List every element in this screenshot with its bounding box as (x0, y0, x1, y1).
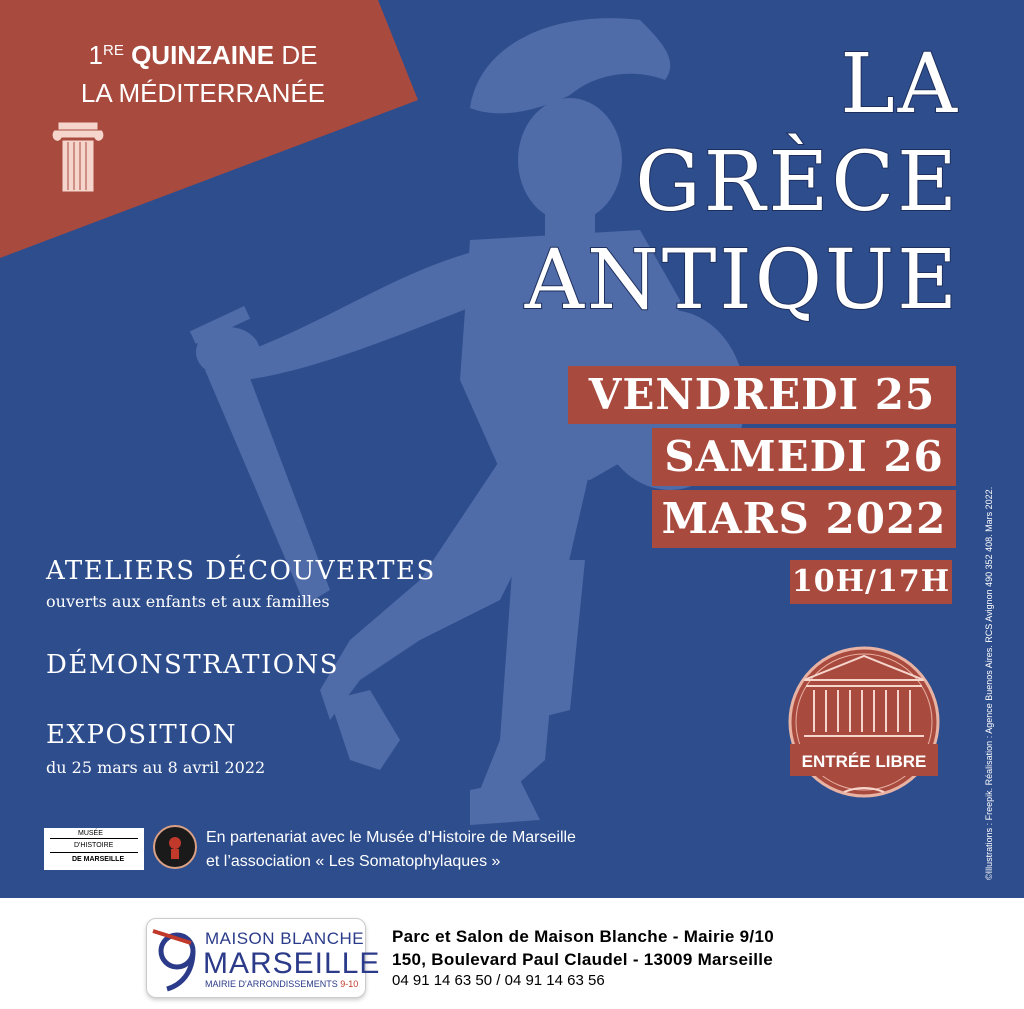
activity-ateliers-sub: ouverts aux enfants et aux familles (46, 592, 330, 611)
entree-libre-badge (784, 634, 944, 810)
warrior-helmet-icon (155, 827, 195, 867)
hours-label: 10H/17H (790, 560, 952, 604)
date-line3: MARS 2022 (652, 490, 956, 548)
title-line1: LA (840, 37, 960, 132)
entree-libre-label: ENTRÉE LIBRE (801, 752, 927, 771)
activity-demonstrations: DÉMONSTRATIONS (46, 650, 340, 680)
partner-text: En partenariat avec le Musée d’Histoire de Marseille et l’association « Les Somatophylaques » (206, 829, 576, 870)
title-line2: GRÈCE (635, 135, 960, 230)
activity-ateliers: ATELIERS DÉCOUVERTES (46, 556, 436, 586)
activity-exposition: EXPOSITION (46, 720, 238, 750)
credits-text: ©Illustrations : Freepik. Réalisation : Agence Buenos Aires. RCS Avignon 490 352 408. Mars 2022. (984, 486, 994, 880)
phone-numbers: 04 91 14 63 50 / 04 91 14 63 56 (392, 972, 605, 989)
somatophylaques-logo (153, 825, 197, 869)
musee-histoire-logo: MUSÉE D'HISTOIRE DE MARSEILLE (44, 828, 144, 870)
mairie-9-10-icon (151, 923, 201, 993)
date-line2: SAMEDI 26 (652, 428, 956, 486)
title-line3: ANTIQUE (524, 233, 960, 328)
activity-exposition-sub: du 25 mars au 8 avril 2022 (46, 758, 266, 777)
address-line2: 150, Boulevard Paul Claudel - 13009 Marseille (392, 950, 774, 969)
maison-blanche-logo: MAISON BLANCHE MARSEILLE MAIRIE D'ARRONDISSEMENTS 9-10 (146, 918, 366, 998)
address-line1: Parc et Salon de Maison Blanche - Mairie 9/10 (392, 927, 774, 946)
corner-title: 1RE QUINZAINE DE LA MÉDITERRANÉE (80, 40, 326, 108)
date-line1: VENDREDI 25 (568, 366, 956, 424)
